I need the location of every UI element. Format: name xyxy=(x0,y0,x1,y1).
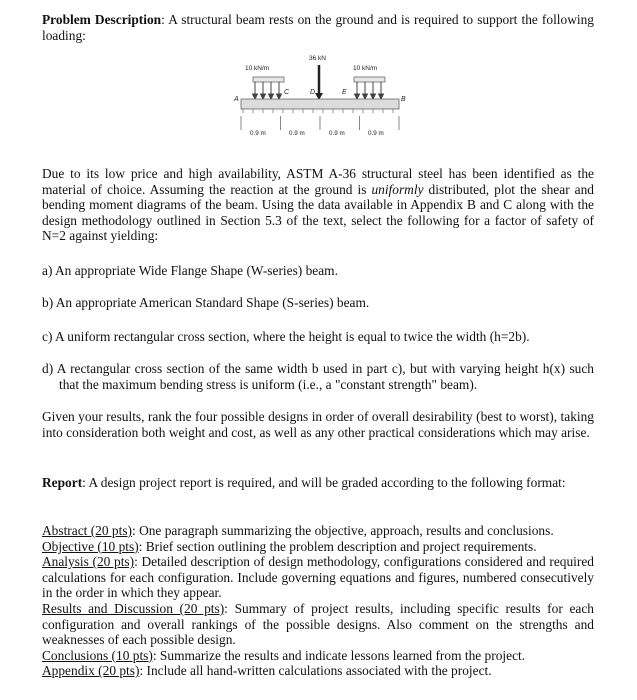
load-left-label: 10 kN/m xyxy=(245,65,270,72)
item-d-text: d) A rectangular cross section of the same width b used in part c), but with varying height h(x) such that the maximum bending stress is uniform (i.e., a "constant strength" beam). xyxy=(42,361,594,392)
section-analysis-text: : Detailed description of design methodology, configurations considered and required calculations for each configuration. Include governing equations and figures, numbered consecutively in the order in which they appear. xyxy=(42,554,595,601)
section-abstract-title: Abstract (20 pts) xyxy=(42,523,132,538)
section-analysis xyxy=(42,554,594,601)
section-abstract-text: : One paragraph summarizing the objective, approach, results and conclusions. xyxy=(132,523,554,538)
report-description xyxy=(42,475,594,491)
point-b-label: B xyxy=(401,96,406,103)
intro-text-2: distributed, plot the shear and bending moment diagrams of the beam. Using the data available in Appendix B and C along with the design methodology outlined in Section 5.3 of the text, select the following for a factor of safety of N=2 against yielding: xyxy=(42,181,595,244)
beam xyxy=(241,99,399,109)
ranking-paragraph xyxy=(42,409,594,440)
section-objective-title: Objective (10 pts) xyxy=(42,538,139,554)
span-label-3: 0.9 m xyxy=(329,130,345,137)
right-load-block xyxy=(354,77,385,82)
section-appendix xyxy=(42,663,594,679)
beam-loading-figure xyxy=(229,50,411,168)
problem-description xyxy=(42,12,594,43)
report-sections xyxy=(42,523,594,679)
section-analysis-title: Analysis (20 pts) xyxy=(42,554,135,570)
item-c xyxy=(42,329,594,345)
report-heading: Report xyxy=(42,475,83,490)
section-objective xyxy=(42,539,594,555)
span-label-1: 0.9 m xyxy=(250,130,266,137)
point-a-label: A xyxy=(234,96,239,103)
right-load-arrows xyxy=(355,82,384,99)
section-appendix-title: Appendix (20 pts) xyxy=(42,663,140,679)
item-d xyxy=(42,361,594,392)
problem-text: : A structural beam rests on the ground and is required to support the following loading: xyxy=(42,12,594,43)
dimension-lines xyxy=(241,116,399,130)
section-appendix-text: : Include all hand-written calculations associated with the project. xyxy=(139,663,492,679)
section-results-text: : Summary of project results, including specific results for each configuration and overall rankings of the possible designs. Also comment on the strengths and weaknesses of each possible design. xyxy=(42,600,594,648)
section-results-title: Results and Discussion (20 pts) xyxy=(42,600,225,616)
section-results xyxy=(42,601,594,648)
beam-diagram xyxy=(229,50,411,168)
intro-paragraph xyxy=(42,166,594,244)
point-load-label: 36 kN xyxy=(309,55,326,62)
left-load-arrows xyxy=(253,82,282,99)
item-b-text: b) An appropriate American Standard Shape (S-series) beam. xyxy=(42,295,370,310)
item-b xyxy=(42,295,594,311)
point-c-label: C xyxy=(284,89,290,96)
ranking-text: Given your results, rank the four possible designs in order of overall desirability (best to worst), taking into consideration both weight and cost, as well as any other practical considerations which may arise. xyxy=(42,409,594,440)
ground-reaction xyxy=(243,109,393,113)
item-a xyxy=(42,263,594,279)
point-d-label: D xyxy=(310,89,316,96)
section-conclusions-text: : Summarize the results and indicate lessons learned from the project. xyxy=(152,647,526,663)
intro-emphasis: uniformly xyxy=(371,181,424,197)
point-e-label: E xyxy=(342,89,347,96)
item-a-text: a) An appropriate Wide Flange Shape (W-series) beam. xyxy=(42,263,338,278)
section-objective-text: : Brief section outlining the problem description and project requirements. xyxy=(138,538,537,554)
span-label-2: 0.9 m xyxy=(289,130,305,137)
problem-heading: Problem Description xyxy=(42,12,162,27)
left-load-block xyxy=(253,77,284,82)
point-load-arrow xyxy=(315,65,323,100)
span-label-4: 0.9 m xyxy=(368,130,384,137)
load-right-label: 10 kN/m xyxy=(353,65,378,72)
item-c-text: c) A uniform rectangular cross section, where the height is equal to twice the width (h=2b). xyxy=(42,329,530,344)
section-conclusions-title: Conclusions (10 pts) xyxy=(42,647,153,663)
report-text: : A design project report is required, and will be graded according to the following format: xyxy=(82,475,566,490)
section-conclusions xyxy=(42,648,594,664)
intro-text-1: Due to its low price and high availability, ASTM A-36 structural steel has been identified as the material of choice. Assuming the reaction at the ground is xyxy=(42,166,594,197)
section-abstract xyxy=(42,523,594,539)
